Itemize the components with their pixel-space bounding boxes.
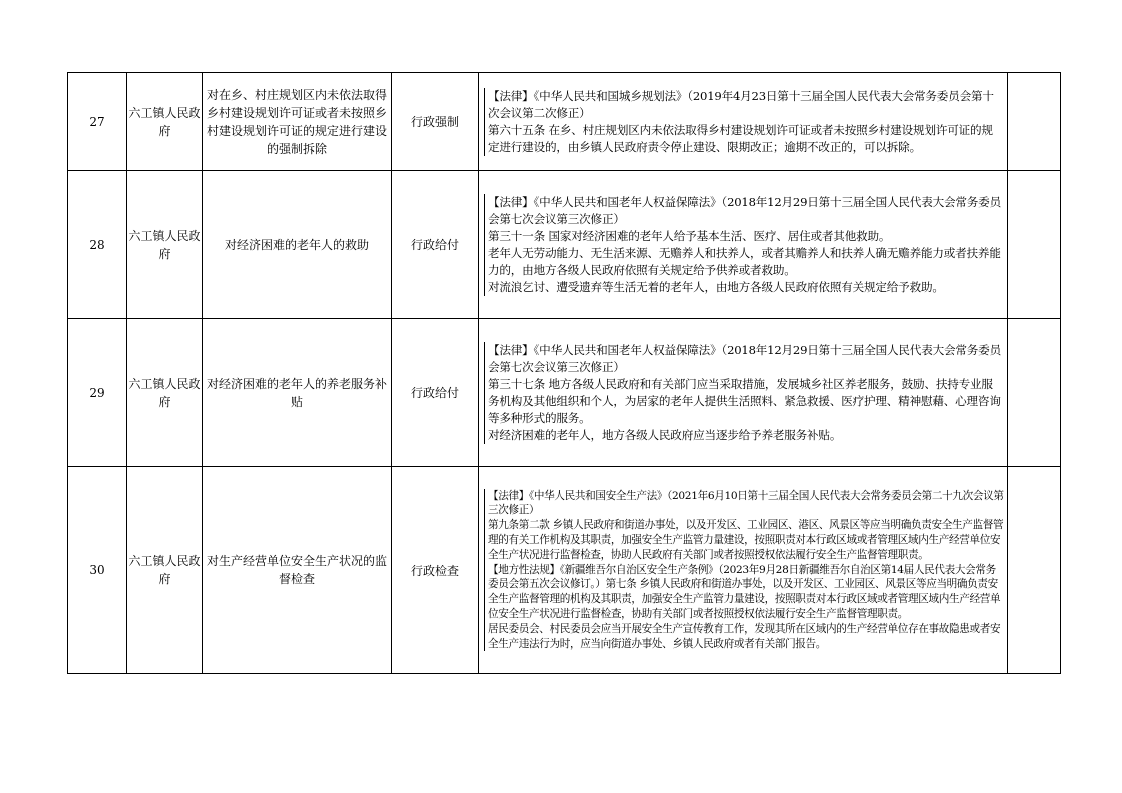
agency-cell: 六工镇人民政府: [127, 171, 203, 319]
table-row: [68, 73, 1061, 171]
row-number: 30: [68, 467, 127, 674]
legal-basis-line: 【地方性法规】《新疆维吾尔自治区安全生产条例》（2023年9月28日新疆维吾尔自治区第14届人民代表大会常务委员会第五次会议修订。）第七条 乡镇人民政府和街道办事处，以及开发区、工业园区、风景区等应当明确负责安全生产监督管理的机构及其职责，加强安全生产监管力量建设，按照职责对本行政区域或者管理区域内生产经营单位安全生产状况进行监督检查，协助有关部门或者按照授权依法履行安全生产监督管理职责。: [488, 563, 1001, 620]
legal-basis-line: 【法律】《中华人民共和国老年人权益保障法》（2018年12月29日第十三届全国人民代表大会常务委员会第七次会议第三次修正）: [488, 342, 1001, 374]
table-row: [68, 467, 1061, 674]
law-enforcement-table: [67, 72, 1061, 674]
row-number: 28: [68, 171, 127, 319]
legal-basis-line: 对流浪乞讨、遭受遗弃等生活无着的老年人，由地方各级人民政府依照有关规定给予救助。: [488, 279, 944, 294]
legal-basis-line: 对经济困难的老年人，地方各级人民政府应当逐步给予养老服务补贴。: [488, 427, 842, 442]
item-name-cell: 对生产经营单位安全生产状况的监督检查: [203, 467, 392, 674]
legal-basis-line: 第三十七条 地方各级人民政府和有关部门应当采取措施，发展城乡社区养老服务，鼓励、扶持专业服务机构及其他组织和个人，为居家的老年人提供生活照料、紧急救援、医疗护理、精神慰藉、心理咨询等多种形式的服务。: [488, 376, 1001, 425]
empty-cell: [1008, 319, 1061, 467]
legal-basis-cell: [479, 467, 1008, 674]
legal-basis-cell: [479, 319, 1008, 467]
legal-basis-line: 【法律】《中华人民共和国城乡规划法》（2019年4月23日第十三届全国人民代表大会常务委员会第十次会议第二次修正）: [488, 88, 994, 120]
empty-cell: [1008, 467, 1061, 674]
legal-basis-line: 老年人无劳动能力、无生活来源、无赡养人和扶养人，或者其赡养人和扶养人确无赡养能力或者扶养能力的，由地方各级人民政府依照有关规定给予供养或者救助。: [488, 245, 1001, 277]
agency-cell: 六工镇人民政府: [127, 467, 203, 674]
action-type-cell: 行政强制: [392, 73, 479, 171]
action-type-cell: 行政给付: [392, 171, 479, 319]
legal-basis-line: 【法律】《中华人民共和国老年人权益保障法》（2018年12月29日第十三届全国人民代表大会常务委员会第七次会议第三次修正）: [488, 194, 1001, 226]
row-number: 29: [68, 319, 127, 467]
empty-cell: [1008, 73, 1061, 171]
row-number: 27: [68, 73, 127, 171]
item-name-cell: 对经济困难的老年人的养老服务补贴: [203, 319, 392, 467]
action-type-cell: 行政给付: [392, 319, 479, 467]
legal-basis-line: 居民委员会、村民委员会应当开展安全生产宣传教育工作，发现其所在区域内的生产经营单位存在事故隐患或者安全生产违法行为时，应当向街道办事处、乡镇人民政府或者有关部门报告。: [488, 622, 1001, 650]
legal-basis-cell: [479, 73, 1008, 171]
legal-basis-cell: [479, 171, 1008, 319]
action-type-cell: 行政检查: [392, 467, 479, 674]
agency-cell: 六工镇人民政府: [127, 73, 203, 171]
table-row: [68, 171, 1061, 319]
agency-cell: 六工镇人民政府: [127, 319, 203, 467]
legal-basis-line: 第九条第二款 乡镇人民政府和街道办事处，以及开发区、工业园区、港区、风景区等应当明确负责安全生产监督管理的有关工作机构及其职责，加强安全生产监管力量建设，按照职责对本行政区域或者管理区域内生产经营单位安全生产状况进行监督检查，协助人民政府有关部门或者按照授权依法履行安全生产监督管理职责。: [488, 519, 1004, 561]
item-name-cell: 对在乡、村庄规划区内未依法取得乡村建设规划许可证或者未按照乡村建设规划许可证的规定进行建设的强制拆除: [203, 73, 392, 171]
legal-basis-line: 第三十一条 国家对经济困难的老年人给予基本生活、医疗、居住或者其他救助。: [488, 228, 891, 243]
legal-basis-line: 第六十五条 在乡、村庄规划区内未依法取得乡村建设规划许可证或者未按照乡村建设规划许可证的规定进行建设的，由乡镇人民政府责令停止建设、限期改正；逾期不改正的，可以拆除。: [488, 122, 993, 154]
empty-cell: [1008, 171, 1061, 319]
table-row: [68, 319, 1061, 467]
legal-basis-line: 【法律】《中华人民共和国安全生产法》（2021年6月10日第十三届全国人民代表大会常务委员会第二十九次会议第三次修正）: [488, 489, 1004, 517]
item-name-cell: 对经济困难的老年人的救助: [203, 171, 392, 319]
